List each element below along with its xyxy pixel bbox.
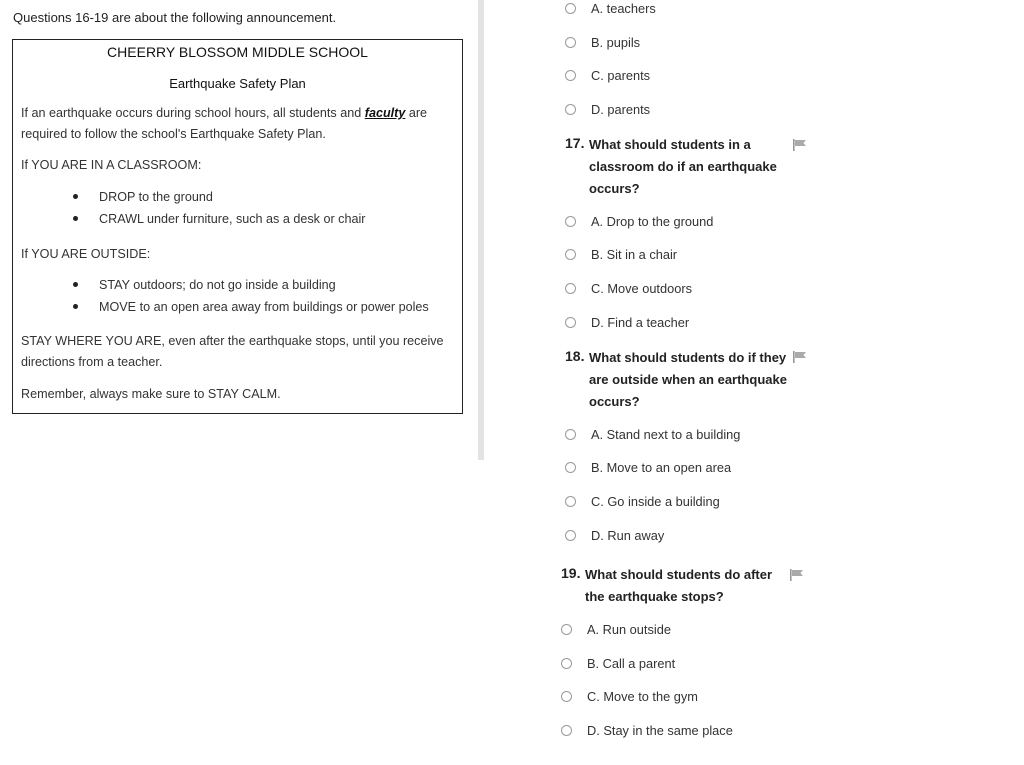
- question-17: 17. What should students in a classroom do if an earthquake occurs?: [589, 134, 777, 200]
- classroom-list: [73, 186, 365, 230]
- intro-text: Questions 16-19 are about the following announcement.: [13, 10, 337, 25]
- radio-icon[interactable]: [565, 216, 576, 227]
- flag-icon[interactable]: [793, 351, 807, 363]
- para1-text: If an earthquake occurs during school hours, all students and: [21, 106, 365, 120]
- option-17-a[interactable]: A. Drop to the ground: [565, 214, 713, 229]
- radio-icon[interactable]: [565, 317, 576, 328]
- option-19-a[interactable]: A. Run outside: [561, 622, 671, 637]
- list-item: DROP to the ground: [73, 186, 365, 208]
- option-17-d[interactable]: D. Find a teacher: [565, 315, 689, 330]
- option-18-d[interactable]: D. Run away: [565, 528, 664, 543]
- option-18-b[interactable]: B. Move to an open area: [565, 460, 731, 475]
- radio-icon[interactable]: [561, 691, 572, 702]
- announcement-box: [12, 39, 463, 414]
- faculty-word: faculty: [364, 106, 406, 120]
- radio-icon[interactable]: [565, 496, 576, 507]
- option-18-a[interactable]: A. Stand next to a building: [565, 427, 740, 442]
- flag-icon[interactable]: [790, 569, 804, 581]
- radio-icon[interactable]: [565, 3, 576, 14]
- radio-icon[interactable]: [565, 462, 576, 473]
- radio-icon[interactable]: [565, 429, 576, 440]
- remember-text: Remember, always make sure to STAY CALM.: [21, 387, 281, 401]
- bullet-icon: [73, 304, 78, 309]
- option-16-c[interactable]: C. parents: [565, 68, 650, 83]
- question-18: 18. What should students do if they are outside when an earthquake occurs?: [589, 347, 787, 413]
- outside-heading: If YOU ARE OUTSIDE:: [21, 247, 151, 261]
- list-item: CRAWL under furniture, such as a desk or chair: [73, 208, 365, 230]
- panel-divider[interactable]: [478, 0, 484, 460]
- question-number: 18.: [565, 348, 585, 364]
- option-19-b[interactable]: B. Call a parent: [561, 656, 675, 671]
- radio-icon[interactable]: [561, 725, 572, 736]
- option-17-b[interactable]: B. Sit in a chair: [565, 247, 677, 262]
- para1-line2: required to follow the school's Earthquake Safety Plan.: [21, 127, 326, 141]
- radio-icon[interactable]: [565, 37, 576, 48]
- radio-icon[interactable]: [565, 249, 576, 260]
- question-number: 19.: [561, 565, 581, 581]
- stay-paragraph: STAY WHERE YOU ARE, even after the earthquake stops, until you receive directions from a teacher.: [21, 334, 444, 369]
- list-item: MOVE to an open area away from buildings or power poles: [73, 296, 429, 318]
- bullet-icon: [73, 194, 78, 199]
- question-number: 17.: [565, 135, 585, 151]
- radio-icon[interactable]: [565, 283, 576, 294]
- option-19-c[interactable]: C. Move to the gym: [561, 689, 698, 704]
- radio-icon[interactable]: [565, 104, 576, 115]
- option-16-b[interactable]: B. pupils: [565, 35, 640, 50]
- classroom-heading: If YOU ARE IN A CLASSROOM:: [21, 158, 202, 172]
- plan-title: Earthquake Safety Plan: [169, 76, 306, 91]
- intro-paragraph: [21, 103, 454, 145]
- option-16-a[interactable]: A. teachers: [565, 1, 656, 16]
- outside-list: [73, 274, 429, 318]
- option-17-c[interactable]: C. Move outdoors: [565, 281, 692, 296]
- bullet-icon: [73, 216, 78, 221]
- announcement-panel: [0, 0, 478, 765]
- radio-icon[interactable]: [561, 624, 572, 635]
- option-18-c[interactable]: C. Go inside a building: [565, 494, 720, 509]
- question-19: 19. What should students do after the earthquake stops?: [585, 564, 772, 608]
- radio-icon[interactable]: [565, 530, 576, 541]
- radio-icon[interactable]: [565, 70, 576, 81]
- flag-icon[interactable]: [793, 139, 807, 151]
- option-19-d[interactable]: D. Stay in the same place: [561, 723, 733, 738]
- school-name: CHEERRY BLOSSOM MIDDLE SCHOOL: [107, 44, 368, 60]
- radio-icon[interactable]: [561, 658, 572, 669]
- option-16-d[interactable]: D. parents: [565, 102, 650, 117]
- para1-end: are: [405, 106, 428, 120]
- bullet-icon: [73, 282, 78, 287]
- list-item: STAY outdoors; do not go inside a building: [73, 274, 429, 296]
